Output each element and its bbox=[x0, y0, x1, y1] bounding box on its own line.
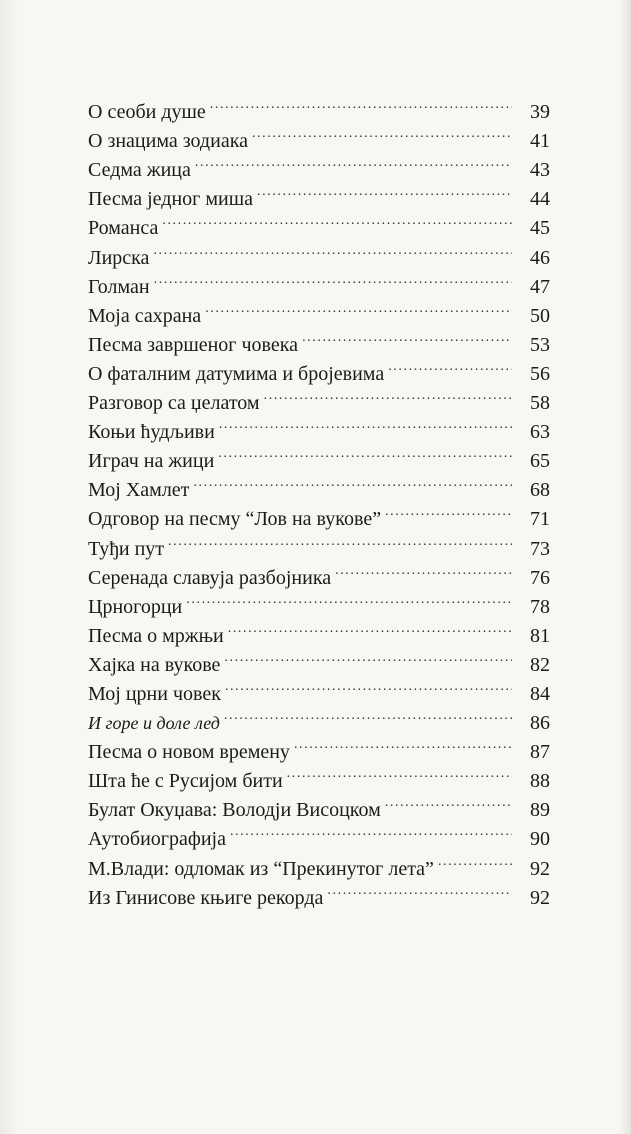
toc-entry bbox=[88, 293, 550, 327]
toc-entry-page-number: 46 bbox=[530, 246, 550, 269]
toc-dot-leader bbox=[186, 584, 512, 613]
toc-entry-page-number: 43 bbox=[530, 159, 550, 182]
toc-entry-page-number: 92 bbox=[530, 886, 550, 909]
toc-entry-title: Мој Хамлет bbox=[88, 479, 190, 502]
toc-dot-leader bbox=[252, 118, 512, 147]
toc-entry-title: Аутобиографија bbox=[88, 828, 226, 851]
toc-entry-title: Голман bbox=[88, 275, 150, 298]
toc-entry-title: Песма о мржњи bbox=[88, 624, 224, 647]
toc-entry-page-number: 76 bbox=[530, 566, 550, 589]
toc-dot-leader bbox=[193, 467, 512, 496]
toc-dot-leader bbox=[264, 380, 512, 409]
toc-entry-page-number: 44 bbox=[530, 188, 550, 211]
toc-dot-leader bbox=[224, 642, 512, 671]
toc-entry-page-number: 82 bbox=[530, 653, 550, 676]
toc-entry-page-number: 92 bbox=[530, 857, 550, 880]
toc-dot-leader bbox=[287, 758, 512, 787]
toc-entry bbox=[88, 264, 550, 298]
toc-entry-page-number: 47 bbox=[530, 275, 550, 298]
toc-entry-page-number: 84 bbox=[530, 682, 550, 705]
toc-entry-title: Мој црни човек bbox=[88, 682, 221, 705]
toc-dot-leader bbox=[385, 496, 512, 525]
toc-entry-page-number: 50 bbox=[530, 304, 550, 327]
toc-entry-page-number: 73 bbox=[530, 537, 550, 560]
toc-entry-title: Серенада славуја разбојника bbox=[88, 566, 332, 589]
toc-dot-leader bbox=[225, 671, 512, 700]
toc-dot-leader bbox=[302, 322, 512, 351]
toc-entry-title: Романса bbox=[88, 217, 159, 240]
toc-entry-title: Песма завршеног човека bbox=[88, 333, 299, 356]
toc-entry-title: Играч на жици bbox=[88, 450, 215, 473]
toc-entry-title: Моја сахрана bbox=[88, 304, 202, 327]
toc-entry-title: Хајка на вукове bbox=[88, 653, 221, 676]
toc-dot-leader bbox=[154, 264, 512, 293]
toc-dot-leader bbox=[228, 613, 512, 642]
toc-entry-page-number: 41 bbox=[530, 130, 550, 153]
toc-entry-title: И горе и доле лед bbox=[88, 713, 220, 734]
toc-dot-leader bbox=[195, 147, 512, 176]
toc-entry-page-number: 39 bbox=[530, 101, 550, 124]
toc-dot-leader bbox=[294, 729, 512, 758]
toc-dot-leader bbox=[230, 816, 512, 845]
toc-entry bbox=[88, 89, 550, 124]
toc-entry-title: О фаталним датумима и бројевима bbox=[88, 362, 385, 385]
table-of-contents bbox=[88, 89, 550, 909]
toc-entry-page-number: 56 bbox=[530, 362, 550, 385]
toc-dot-leader bbox=[388, 351, 512, 380]
toc-dot-leader bbox=[205, 293, 512, 322]
toc-entry-title: О сеоби душе bbox=[88, 101, 206, 124]
toc-entry-page-number: 88 bbox=[530, 770, 550, 793]
toc-entry-title: Седма жица bbox=[88, 159, 191, 182]
toc-entry-title: Песма једног миша bbox=[88, 188, 253, 211]
toc-entry-page-number: 53 bbox=[530, 333, 550, 356]
toc-dot-leader bbox=[224, 700, 512, 729]
toc-entry-title: Из Гинисове књиге рекорда bbox=[88, 886, 324, 909]
toc-entry-title: Разговор са џелатом bbox=[88, 392, 260, 415]
toc-entry-page-number: 87 bbox=[530, 741, 550, 764]
toc-entry-page-number: 71 bbox=[530, 508, 550, 531]
toc-dot-leader bbox=[153, 234, 512, 263]
toc-entry-page-number: 78 bbox=[530, 595, 550, 618]
toc-entry-page-number: 65 bbox=[530, 450, 550, 473]
toc-dot-leader bbox=[327, 875, 512, 904]
toc-entry-title: О знацима зодиака bbox=[88, 130, 248, 153]
toc-entry bbox=[88, 234, 550, 269]
toc-entry-title: Одговор на песму “Лов на вукове” bbox=[88, 508, 382, 531]
toc-entry-title: Лирска bbox=[88, 246, 150, 269]
toc-entry-page-number: 89 bbox=[530, 799, 550, 822]
toc-dot-leader bbox=[385, 787, 512, 816]
toc-entry-page-number: 45 bbox=[530, 217, 550, 240]
toc-entry-title: Коњи ћудљиви bbox=[88, 421, 215, 444]
toc-entry-title: Црногорци bbox=[88, 595, 183, 618]
toc-entry-page-number: 63 bbox=[530, 421, 550, 444]
toc-dot-leader bbox=[218, 438, 512, 467]
toc-entry-title: М.Влади: одломак из “Прекинутог лета” bbox=[88, 857, 434, 880]
toc-dot-leader bbox=[168, 525, 512, 554]
toc-entry-title: Песма о новом времену bbox=[88, 741, 290, 764]
toc-dot-leader bbox=[438, 845, 512, 874]
toc-dot-leader bbox=[162, 205, 512, 234]
toc-dot-leader bbox=[257, 176, 512, 205]
toc-entry-title: Туђи пут bbox=[88, 537, 165, 560]
toc-entry-page-number: 90 bbox=[530, 828, 550, 851]
toc-entry-title: Булат Окуџава: Володји Висоцком bbox=[88, 799, 381, 822]
toc-dot-leader bbox=[335, 555, 512, 584]
toc-dot-leader bbox=[219, 409, 512, 438]
toc-entry-title: Шта ће с Русијом бити bbox=[88, 770, 283, 793]
toc-entry-page-number: 81 bbox=[530, 624, 550, 647]
toc-entry-page-number: 86 bbox=[530, 712, 550, 735]
toc-entry-page-number: 58 bbox=[530, 392, 550, 415]
toc-dot-leader bbox=[210, 89, 512, 118]
toc-entry-page-number: 68 bbox=[530, 479, 550, 502]
